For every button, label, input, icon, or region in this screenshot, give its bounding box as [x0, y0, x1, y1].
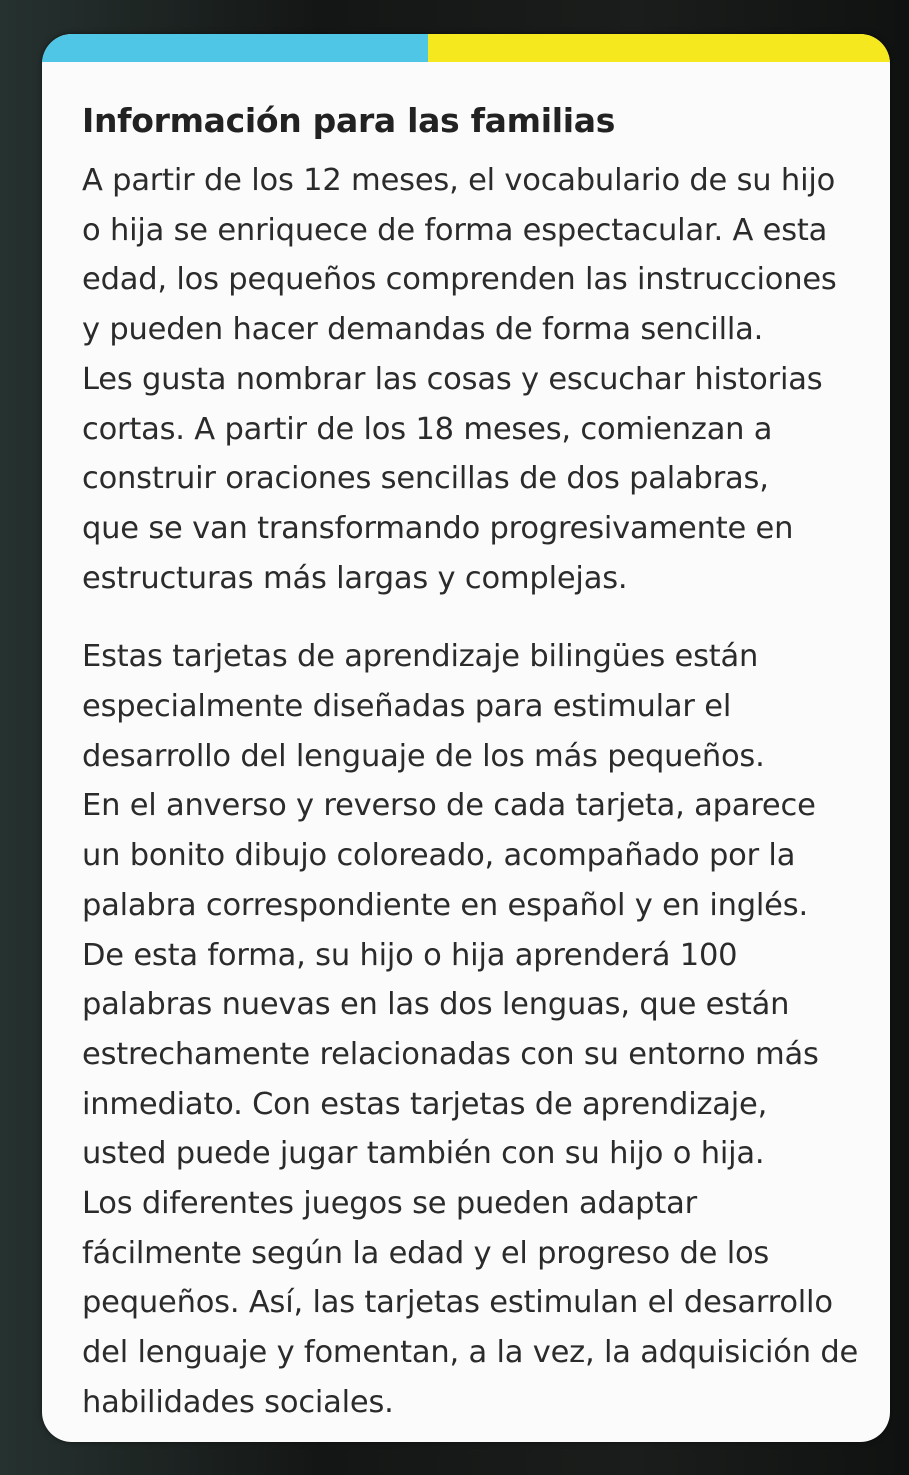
- text-line: usted puede jugar también con su hijo o hija.: [82, 1136, 765, 1172]
- text-line: Les gusta nombrar las cosas y escuchar historias: [82, 361, 823, 397]
- text-line: pequeños. Así, las tarjetas estimulan el desarrollo: [82, 1285, 833, 1321]
- text-line: cortas. A partir de los 18 meses, comienzan a: [82, 411, 773, 447]
- text-line: un bonito dibujo coloreado, acompañado por la: [82, 838, 796, 874]
- text-line: especialmente diseñadas para estimular el: [82, 689, 732, 725]
- text-line: construir oraciones sencillas de dos palabras,: [82, 461, 769, 497]
- yellow-color-band: [428, 34, 890, 62]
- text-line: edad, los pequeños comprenden las instrucciones: [82, 262, 837, 298]
- text-line: Estas tarjetas de aprendizaje bilingües están: [82, 639, 759, 675]
- text-line: Los diferentes juegos se pueden adaptar: [82, 1186, 697, 1222]
- text-line: En el anverso y reverso de cada tarjeta, aparece: [82, 788, 816, 824]
- paragraph-development: [82, 156, 882, 603]
- text-line: inmediato. Con estas tarjetas de aprendizaje,: [82, 1086, 768, 1122]
- text-line: palabra correspondiente en español y en inglés.: [82, 887, 808, 923]
- text-line: De esta forma, su hijo o hija aprenderá 100: [82, 937, 738, 973]
- card-content: [82, 96, 882, 1428]
- text-line: estrechamente relacionadas con su entorno más: [82, 1036, 819, 1072]
- text-line: o hija se enriquece de forma espectacular. A esta: [82, 212, 828, 248]
- text-line: que se van transformando progresivamente en: [82, 510, 794, 546]
- text-line: A partir de los 12 meses, el vocabulario de su hijo: [82, 163, 836, 198]
- text-line: y pueden hacer demandas de forma sencilla.: [82, 312, 764, 348]
- text-line: fácilmente según la edad y el progreso de los: [82, 1235, 770, 1271]
- info-card: [42, 34, 890, 1442]
- paragraph-cards: [82, 632, 882, 1427]
- text-line: habilidades sociales.: [82, 1384, 394, 1420]
- text-line: estructuras más largas y complejas.: [82, 560, 628, 596]
- cyan-color-band: [42, 34, 428, 62]
- card-title: Información para las familias: [82, 101, 616, 140]
- text-line: palabras nuevas en las dos lenguas, que están: [82, 987, 790, 1023]
- text-line: desarrollo del lenguaje de los más pequeños.: [82, 738, 765, 774]
- text-line: del lenguaje y fomentan, a la vez, la adquisición de: [82, 1335, 859, 1371]
